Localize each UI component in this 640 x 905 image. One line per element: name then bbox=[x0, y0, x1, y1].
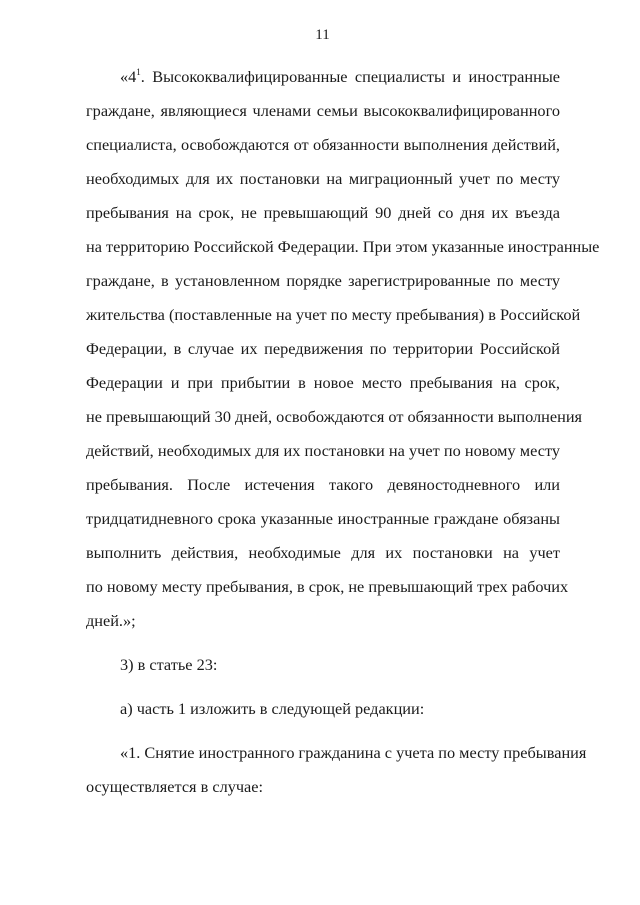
text-line: тридцатидневного срока указанные иностранные граждане обязаны bbox=[86, 509, 560, 528]
text-line: жительства (поставленные на учет по месту пребывания) в Российской bbox=[86, 305, 581, 324]
text-line: необходимых для их постановки на миграционный учет по месту bbox=[86, 169, 560, 188]
text-line: граждане, в установленном порядке зарегистрированные по месту bbox=[86, 271, 560, 290]
text-line: не превышающий 30 дней, освобождаются от обязанности выполнения bbox=[86, 407, 583, 426]
text-line: Федерации и при прибытии в новое место пребывания на срок, bbox=[86, 373, 560, 392]
text-line: «1. Снятие иностранного гражданина с учета по месту пребывания bbox=[120, 743, 587, 762]
text-line: а) часть 1 изложить в следующей редакции: bbox=[120, 699, 425, 718]
text-line: выполнить действия, необходимые для их постановки на учет bbox=[86, 543, 560, 562]
text-line: специалиста, освобождаются от обязанности выполнения действий, bbox=[86, 135, 560, 154]
quote-open: «4 bbox=[120, 67, 137, 86]
paragraph-4-1 bbox=[86, 60, 600, 638]
text-line: по новому месту пребывания, в срок, не превышающий трех рабочих bbox=[86, 577, 569, 596]
text-line: граждане, являющиеся членами семьи высококвалифицированного bbox=[86, 101, 560, 120]
paragraph-part-1 bbox=[86, 692, 560, 726]
text-line: осуществляется в случае: bbox=[86, 777, 264, 796]
text-line: на территорию Российской Федерации. При этом указанные иностранные bbox=[86, 237, 600, 256]
text-line: дней.»; bbox=[86, 611, 136, 630]
text-line bbox=[86, 60, 560, 94]
superscript: 1 bbox=[136, 67, 141, 77]
text-line: пребывания. После истечения такого девяностодневного или bbox=[86, 475, 560, 494]
text-line: 3) в статье 23: bbox=[120, 655, 218, 674]
page-number: 11 bbox=[315, 27, 330, 43]
paragraph-article-23 bbox=[86, 648, 560, 682]
text-segment: . Высококвалифицированные специалисты и иностранные bbox=[140, 67, 560, 86]
document-body bbox=[86, 60, 600, 804]
text-line: пребывания на срок, не превышающий 90 дней со дня их въезда bbox=[86, 203, 560, 222]
paragraph-removal bbox=[86, 736, 587, 804]
text-line: действий, необходимых для их постановки на учет по новому месту bbox=[86, 441, 560, 460]
text-line: Федерации, в случае их передвижения по территории Российской bbox=[86, 339, 560, 358]
